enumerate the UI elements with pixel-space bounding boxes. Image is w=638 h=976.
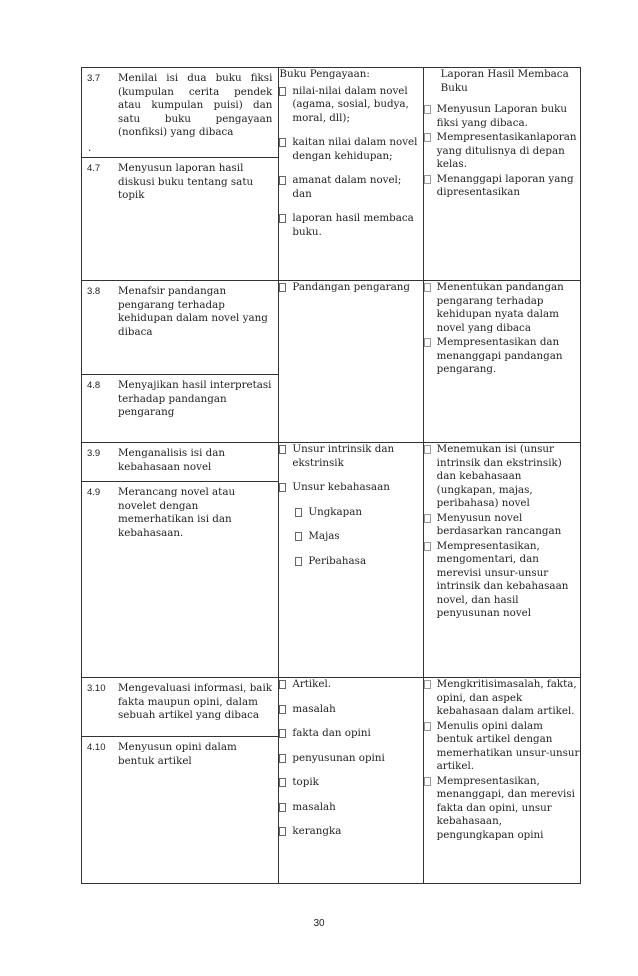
bullet-box-icon [279,214,286,223]
list-item: kaitan nilai dalam novel dengan kehidupan; [279,136,422,163]
list-item: Mengkritisimasalah, fakta, opini, dan aspek kebahasaan dalam artikel. [424,678,580,719]
table-row [82,68,581,281]
checkbox-icon [424,722,431,731]
kd-item [82,68,278,158]
checkbox-icon [424,680,431,689]
kd-item [82,158,278,209]
list-item: Ungkapan [295,506,422,520]
bullet-box-icon [279,729,286,738]
stray-mark: . [88,141,92,154]
list-item: Menulis opini dalam bentuk artikel dengan memerhatikan unsur-unsur artikel. [424,720,580,774]
bullet-box-icon [279,803,286,812]
kd-text: Mengevaluasi informasi, baik fakta maupun opini, dalam sebuah artikel yang dibaca [118,682,272,721]
bullet-box-icon [279,754,286,763]
list-item: Menyusun Laporan buku fiksi yang dibaca. [424,103,580,130]
kegiatan-cell [423,281,580,443]
list-item: Menyusun novel berdasarkan rancangan [424,512,580,539]
list-item: Mempresentasikan dan menanggapi pandangan pengarang. [424,336,580,377]
kd-text: Menganalisis isi dan kebahasaan novel [118,447,225,473]
kd-cell [82,443,279,678]
kd-number: 4.8 [87,380,101,391]
checkbox-icon [424,542,431,551]
kd-text: Merancang novel atau novelet dengan memerhatikan isi dan kebahasaan. [118,486,236,539]
materi-cell [279,68,423,281]
list-item: laporan hasil membaca buku. [279,212,422,239]
kd-item [82,375,278,426]
materi-cell [279,678,423,884]
checkbox-icon [424,514,431,523]
kd-number: 3.10 [87,683,106,694]
list-item: Majas [295,530,422,544]
list-item: Mempresentasikanlaporan yang ditulisnya di depan kelas. [424,131,580,172]
kd-number: 4.9 [87,487,101,498]
checkbox-icon [424,133,431,142]
list-item: masalah [279,703,422,717]
bullet-box-icon [295,557,302,566]
kegiatan-cell [423,68,580,281]
curriculum-table [81,67,581,884]
kegiatan-heading: Laporan Hasil Membaca Buku [440,68,569,94]
bullet-box-icon [279,778,286,787]
materi-cell [279,443,423,678]
list-item: Mempresentasikan, menanggapi, dan merevisi fakta dan opini, unsur kebahasaan, pengungkapan opini [424,775,580,843]
bullet-box-icon [279,176,286,185]
checkbox-icon [424,105,431,114]
kd-number: 3.9 [87,448,101,459]
kd-cell [82,281,279,443]
checkbox-icon [424,283,431,292]
kd-text: Menilai isi dua buku fiksi (kumpulan cerita pendek atau kumpulan puisi) dan satu buku pengayaan (nonfiksi) yang dibaca [118,72,273,138]
kd-number: 3.7 [87,73,101,84]
table-row [82,281,581,443]
bullet-box-icon [279,283,286,292]
kd-item [82,443,278,482]
bullet-box-icon [279,680,286,689]
bullet-box-icon [279,87,286,96]
list-item: Menemukan isi (unsur intrinsik dan ekstrinsik) dan kebahasaan (ungkapan, majas, peribahasa) novel [424,443,580,511]
list-item: Menentukan pandangan pengarang terhadap kehidupan nyata dalam novel yang dibaca [424,281,580,335]
table-row [82,443,581,678]
kd-number: 4.7 [87,163,101,174]
list-item: Menanggapi laporan yang dipresentasikan [424,173,580,200]
kegiatan-cell [423,678,580,884]
bullet-box-icon [279,483,286,492]
kegiatan-cell [423,443,580,678]
checkbox-icon [424,445,431,454]
checkbox-icon [424,175,431,184]
list-item: Peribahasa [295,555,422,569]
list-item: Pandangan pengarang [279,281,422,295]
kd-cell [82,678,279,884]
kd-number: 3.8 [87,286,101,297]
bullet-box-icon [295,532,302,541]
materi-heading: Buku Pengayaan: [279,68,370,80]
kd-text: Menyusun opini dalam bentuk artikel [118,741,237,767]
list-item: nilai-nilai dalam novel (agama, sosial, budya, moral, dll); [279,85,422,126]
kd-item [82,737,278,774]
list-item: Mempresentasikan, mengomentari, dan merevisi unsur-unsur intrinsik dan kebahasaan novel, dan hasil penyusunan novel [424,540,580,621]
list-item: Artikel. [279,678,422,692]
list-item: amanat dalam novel; dan [279,174,422,201]
list-item: Unsur intrinsik dan ekstrinsik [279,443,422,470]
kd-number: 4.10 [87,742,106,753]
kd-text: Menafsir pandangan pengarang terhadap kehidupan dalam novel yang dibaca [118,285,268,338]
list-item: topik [279,776,422,790]
page-number: 30 [313,918,325,929]
kd-item [82,281,278,375]
checkbox-icon [424,338,431,347]
list-item: fakta dan opini [279,727,422,741]
kd-text: Menyajikan hasil interpretasi terhadap pandangan pengarang [118,379,272,418]
kd-cell [82,68,279,281]
list-item: Unsur kebahasaan [279,481,422,495]
bullet-box-icon [279,445,286,454]
list-item: penyusunan opini [279,752,422,766]
kd-item [82,678,278,737]
bullet-box-icon [295,508,302,517]
checkbox-icon [424,777,431,786]
bullet-box-icon [279,827,286,836]
bullet-box-icon [279,705,286,714]
list-item: masalah [279,801,422,815]
kd-text: Menyusun laporan hasil diskusi buku tentang satu topik [118,162,254,201]
bullet-box-icon [279,138,286,147]
kd-item [82,482,278,546]
list-item: kerangka [279,825,422,839]
table-row [82,678,581,884]
materi-cell [279,281,423,443]
